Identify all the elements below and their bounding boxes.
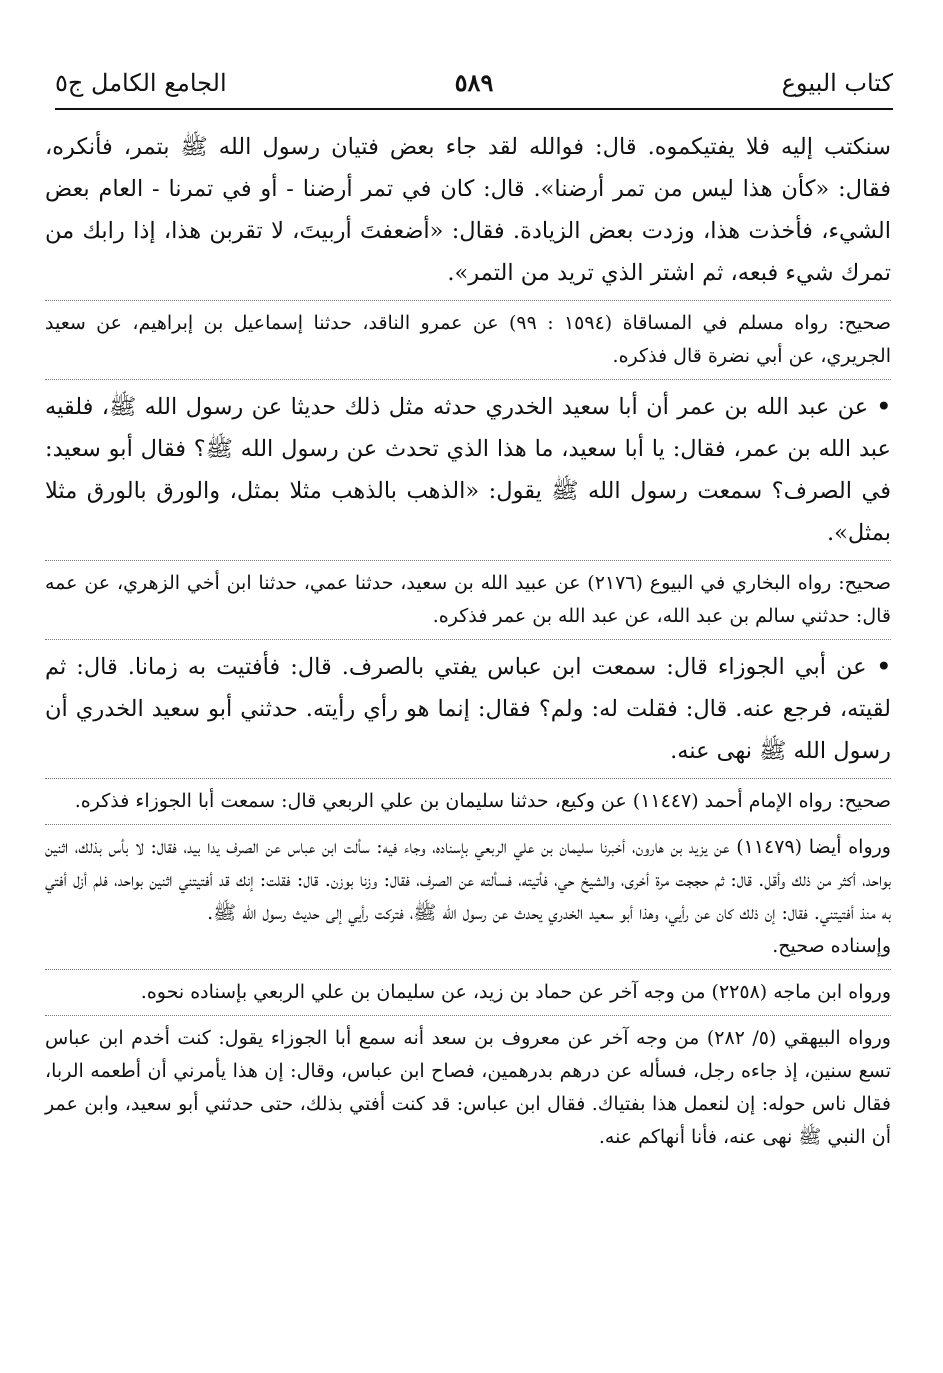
header-rule [55, 108, 893, 110]
separator [45, 639, 891, 640]
separator [45, 379, 891, 380]
page-body [45, 126, 891, 1154]
hadith-text: عن أبي الجوزاء قال: سمعت ابن عباس يفتي بالصرف. قال: فأفتيت به زمانا. قال: ثم لقيته، فرجع عنه. قال: فقلت له: ولم؟ فقال: إنما هو رأي رأيته. حدثني أبو سعيد الخدري أن رسول الله ﷺ نهى عنه. [45, 654, 891, 764]
hadith-text: عن عبد الله بن عمر أن أبا سعيد الخدري حدثه مثل ذلك حديثا عن رسول الله ﷺ، فلقيه عبد الله بن عمر، فقال: يا أبا سعيد، ما هذا الذي تحدث عن رسول الله ﷺ؟ فقال أبو سعيد: في الصرف؟ سمعت رسول الله ﷺ يقول: «الذهب بالذهب مثلا بمثل، والورق بالورق مثلا بمثل». [45, 394, 891, 546]
bullet-marker: • [876, 654, 892, 680]
bullet-marker: • [876, 394, 891, 420]
takhrij-note: ورواه البيهقي (٥/ ٢٨٢) من وجه آخر عن معروف بن سعد أنه سمع أبا الجوزاء يقول: كنت أخدم ابن عباس تسع سنين، إذ جاءه رجل، فسأله عن درهم بدرهمين، فصاح ابن عباس، وقال: إن هذا يأمرني أن أطعمه الربا، فقال ناس حوله: إن لنعمل هذا بفتياك. فقال ابن عباس: قد كنت أفتي بذلك، حتى حدثني أبو سعيد، وابن عمر أن النبي ﷺ نهى عنه، فأنا أنهاكم عنه. [45, 1027, 891, 1148]
separator [45, 300, 891, 301]
takhrij-note: ورواه ابن ماجه (٢٢٥٨) من وجه آخر عن حماد بن زيد، عن سليمان بن علي الربعي بإسناده نحوه. [140, 981, 891, 1003]
takhrij-note: صحيح: رواه الإمام أحمد (١١٤٤٧) عن وكيع، حدثنا سليمان بن علي الربعي قال: سمعت أبا الجوزاء فذكره. [74, 790, 891, 812]
separator [45, 560, 891, 561]
hadith-paragraph [45, 646, 891, 772]
book-title: الجامع الكامل ج٥ [55, 69, 227, 97]
takhrij-note: ورواه أيضا (١١٤٧٩) عن يزيد بن هارون، أخبرنا سليمان بن علي الربعي بإسناده، وجاء فيه: سألت ابن عباس عن الصرف يدا بيد، فقال: لا بأس بذلك، اثنين بواحد، أكثر من ذلك وأقل. قال: ثم حججت مرة أخرى، والشيخ حي، فأتيته، فسألته عن الصرف، فقال: وزنا بوزن. قال: فقلت: إنك قد أفتيتني اثنين بواحد، فلم أزل أفتي به منذ أفتيتني. فقال: إن ذلك كان عن رأيي، وهذا أبو سعيد الخدري يحدث عن رسول الله ﷺ، فتركت رأيي إلى حديث رسول الله ﷺ. [45, 836, 891, 924]
hadith-paragraph [45, 386, 891, 554]
hadith-paragraph: سنكتب إليه فلا يفتيكموه. قال: فوالله لقد جاء بعض فتيان رسول الله ﷺ بتمر، فأنكره، فقال: «كأن هذا ليس من تمر أرضنا». قال: كان في تمر أرضنا - أو في تمرنا - العام بعض الشيء، فأخذت هذا، وزدت بعض الزيادة. فقال: «أضعفتَ أربيتَ، لا تقربن هذا، إذا رابك من تمرك شيء فبعه، ثم اشتر الذي تريد من التمر». [45, 134, 891, 286]
separator [45, 824, 891, 825]
takhrij-note: صحيح: رواه البخاري في البيوع (٢١٧٦) عن عبيد الله بن سعيد، حدثنا عمي، حدثنا ابن أخي الزهري، عن عمه قال: حدثني سالم بن عبد الله، عن عبد الله بن عمر فذكره. [45, 572, 891, 627]
page-number: ٥٨٩ [454, 68, 494, 97]
takhrij-note: صحيح: رواه مسلم في المساقاة (١٥٩٤ : ٩٩) عن عمرو الناقد، حدثنا إسماعيل بن إبراهيم، عن سعيد الجريري، عن أبي نضرة قال فذكره. [45, 312, 892, 367]
running-header [55, 62, 893, 112]
separator [45, 969, 891, 970]
takhrij-note: وإسناده صحيح. [772, 935, 891, 957]
separator [45, 1015, 891, 1016]
chapter-title: كتاب البيوع [781, 69, 893, 97]
separator [45, 778, 891, 779]
